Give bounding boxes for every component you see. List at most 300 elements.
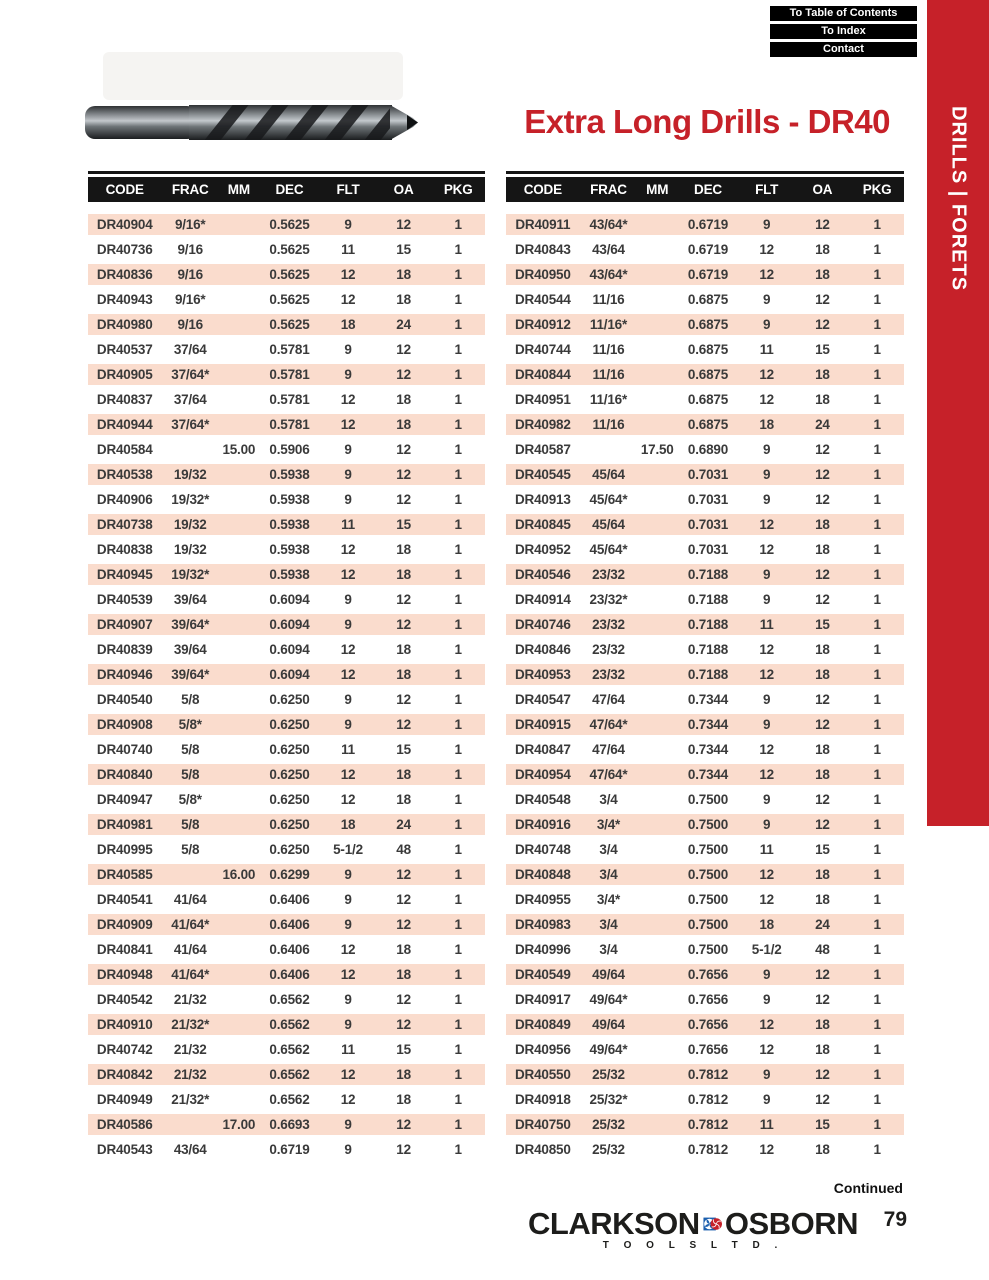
cell-frac: 37/64* <box>171 367 210 382</box>
cell-flt: 12 <box>759 542 774 557</box>
cell-flt: 9 <box>344 617 352 632</box>
cell-dec: 0.6094 <box>269 667 310 682</box>
cell-dec: 0.6250 <box>269 742 310 757</box>
table-row <box>506 962 904 987</box>
table-row <box>506 987 904 1012</box>
table-row <box>88 512 485 537</box>
cell-pkg: 1 <box>454 317 462 332</box>
column-header-flt: FLT <box>755 182 779 197</box>
cell-oa: 12 <box>815 817 830 832</box>
cell-oa: 18 <box>815 392 830 407</box>
cell-frac: 11/16* <box>589 317 628 332</box>
cell-mm: 17.00 <box>222 1117 256 1132</box>
cell-flt: 12 <box>340 567 356 582</box>
cell-dec: 0.5625 <box>269 242 310 257</box>
cell-code: DR40953 <box>514 667 571 682</box>
cell-code: DR40918 <box>514 1092 571 1107</box>
cell-frac: 23/32 <box>592 567 625 582</box>
cell-oa: 12 <box>396 892 411 907</box>
cell-code: DR40584 <box>96 442 153 457</box>
cell-flt: 11 <box>341 1042 355 1057</box>
cell-dec: 0.6719 <box>687 217 729 232</box>
drill-bit-photo <box>85 48 420 153</box>
cell-frac: 3/4 <box>599 792 618 807</box>
cell-oa: 18 <box>815 892 830 907</box>
cell-dec: 0.7188 <box>687 567 729 582</box>
cell-pkg: 1 <box>873 1092 881 1107</box>
cell-oa: 24 <box>396 317 411 332</box>
cell-code: DR40914 <box>514 592 571 607</box>
cell-frac: 3/4 <box>599 942 618 957</box>
cell-flt: 9 <box>344 917 352 932</box>
cell-dec: 0.6875 <box>687 317 729 332</box>
table-row <box>88 312 485 337</box>
cell-frac: 5/8 <box>181 742 200 757</box>
cell-pkg: 1 <box>454 267 462 282</box>
column-header-pkg: PKG <box>862 182 892 197</box>
table-row <box>506 437 904 462</box>
cell-mm: 16.00 <box>222 867 256 882</box>
cell-code: DR40740 <box>96 742 153 757</box>
cell-flt: 11 <box>341 517 355 532</box>
cell-frac: 3/4 <box>599 842 618 857</box>
cell-code: DR40907 <box>96 617 153 632</box>
cell-pkg: 1 <box>873 592 881 607</box>
table-row <box>506 462 904 487</box>
cell-oa: 15 <box>396 242 411 257</box>
cell-frac: 23/32 <box>592 617 625 632</box>
cell-pkg: 1 <box>454 967 462 982</box>
table-row <box>506 812 904 837</box>
table-row <box>506 712 904 737</box>
cell-flt: 12 <box>340 417 356 432</box>
table-row <box>88 812 485 837</box>
cell-oa: 15 <box>815 842 830 857</box>
cell-code: DR40542 <box>96 992 153 1007</box>
cell-pkg: 1 <box>873 467 881 482</box>
table-row <box>88 787 485 812</box>
cell-mm: 15.00 <box>222 442 256 457</box>
cell-oa: 12 <box>815 317 830 332</box>
cell-oa: 12 <box>815 467 830 482</box>
table-row <box>506 362 904 387</box>
cell-flt: 18 <box>759 417 774 432</box>
cell-oa: 18 <box>815 517 830 532</box>
column-header-flt: FLT <box>336 182 360 197</box>
table-row <box>88 887 485 912</box>
table-row <box>88 337 485 362</box>
cell-flt: 12 <box>759 267 774 282</box>
cell-code: DR40949 <box>96 1092 153 1107</box>
cell-code: DR40948 <box>96 967 153 982</box>
cell-code: DR40537 <box>96 342 153 357</box>
cell-flt: 9 <box>763 567 771 582</box>
cell-oa: 18 <box>815 742 830 757</box>
cell-frac: 21/32 <box>173 1042 207 1057</box>
cell-flt: 9 <box>763 1092 771 1107</box>
table-row <box>88 1012 485 1037</box>
cell-frac: 39/64 <box>173 642 207 657</box>
cell-dec: 0.6094 <box>269 642 310 657</box>
cell-code: DR40587 <box>514 442 571 457</box>
cell-flt: 9 <box>344 342 352 357</box>
cell-code: DR40915 <box>514 717 571 732</box>
cell-flt: 12 <box>759 367 774 382</box>
cell-oa: 24 <box>396 817 411 832</box>
cell-frac: 49/64* <box>589 992 628 1007</box>
cell-code: DR40904 <box>96 217 153 232</box>
table-row <box>506 837 904 862</box>
brand-clarkson: CLARKSON <box>528 1206 700 1241</box>
cell-pkg: 1 <box>454 667 462 682</box>
cell-oa: 48 <box>815 942 830 957</box>
table-row <box>88 962 485 987</box>
column-header-frac: FRAC <box>590 182 627 197</box>
cell-code: DR40983 <box>514 917 571 932</box>
table-row <box>506 1112 904 1137</box>
table-body <box>506 212 904 1162</box>
cell-oa: 12 <box>396 492 411 507</box>
cell-pkg: 1 <box>873 292 881 307</box>
cell-code: DR40909 <box>96 917 153 932</box>
table-row <box>506 1037 904 1062</box>
cell-frac: 47/64* <box>589 717 628 732</box>
cell-frac: 47/64 <box>592 692 625 707</box>
cell-oa: 18 <box>815 542 830 557</box>
cell-flt: 9 <box>763 317 771 332</box>
cell-dec: 0.7812 <box>687 1142 729 1157</box>
cell-dec: 0.7812 <box>687 1067 729 1082</box>
cell-code: DR40916 <box>514 817 571 832</box>
cell-pkg: 1 <box>873 917 881 932</box>
cell-pkg: 1 <box>454 1117 462 1132</box>
cell-flt: 9 <box>344 442 352 457</box>
cell-flt: 9 <box>344 592 352 607</box>
table-row <box>88 437 485 462</box>
cell-dec: 0.5938 <box>269 492 310 507</box>
cell-oa: 12 <box>396 1117 411 1132</box>
table-row <box>88 562 485 587</box>
cell-flt: 12 <box>759 767 774 782</box>
cell-frac: 19/32 <box>173 542 207 557</box>
cell-flt: 9 <box>344 692 352 707</box>
table-row <box>88 287 485 312</box>
table-row <box>506 587 904 612</box>
cell-code: DR40545 <box>514 467 571 482</box>
table-row <box>506 662 904 687</box>
cell-oa: 12 <box>815 492 830 507</box>
cell-dec: 0.5781 <box>269 367 310 382</box>
cell-dec: 0.7500 <box>687 792 729 807</box>
cell-flt: 9 <box>763 467 771 482</box>
cell-frac: 47/64* <box>589 767 628 782</box>
cell-pkg: 1 <box>454 542 462 557</box>
brand-logo <box>528 1206 858 1251</box>
cell-frac: 45/64 <box>592 517 625 532</box>
table-row <box>88 687 485 712</box>
cell-flt: 12 <box>340 967 356 982</box>
cell-dec: 0.7500 <box>687 817 729 832</box>
cell-oa: 12 <box>396 1142 411 1157</box>
cell-flt: 9 <box>763 992 771 1007</box>
table-header-row <box>506 177 904 202</box>
cell-code: DR40547 <box>514 692 571 707</box>
cell-pkg: 1 <box>873 642 881 657</box>
cell-flt: 9 <box>763 967 771 982</box>
cell-flt: 5-1/2 <box>333 842 363 857</box>
cell-oa: 18 <box>815 667 830 682</box>
cell-dec: 0.7656 <box>687 992 729 1007</box>
table-row <box>88 537 485 562</box>
table-row <box>506 487 904 512</box>
table-row <box>88 262 485 287</box>
table-row <box>506 262 904 287</box>
cell-flt: 11 <box>759 617 774 632</box>
cell-pkg: 1 <box>454 992 462 1007</box>
table-row <box>506 612 904 637</box>
cell-pkg: 1 <box>873 992 881 1007</box>
cell-pkg: 1 <box>873 967 881 982</box>
cell-oa: 18 <box>815 867 830 882</box>
cell-frac: 37/64 <box>173 392 207 407</box>
cell-frac: 9/16* <box>174 217 206 232</box>
table-row <box>506 1062 904 1087</box>
cell-flt: 5-1/2 <box>751 942 782 957</box>
cell-pkg: 1 <box>873 517 881 532</box>
cell-pkg: 1 <box>873 417 881 432</box>
cell-dec: 0.7500 <box>687 892 729 907</box>
cell-code: DR40982 <box>514 417 571 432</box>
cell-frac: 49/64* <box>589 1042 628 1057</box>
cell-code: DR40848 <box>514 867 571 882</box>
cell-pkg: 1 <box>873 667 881 682</box>
cell-dec: 0.7500 <box>687 917 729 932</box>
cell-flt: 12 <box>340 1092 356 1107</box>
cell-flt: 12 <box>340 642 356 657</box>
cell-flt: 12 <box>340 542 356 557</box>
cell-pkg: 1 <box>454 792 462 807</box>
cell-oa: 12 <box>815 1067 830 1082</box>
table-row <box>88 612 485 637</box>
cell-dec: 0.6250 <box>269 717 310 732</box>
cell-dec: 0.7188 <box>687 592 729 607</box>
cell-pkg: 1 <box>873 492 881 507</box>
cell-oa: 18 <box>396 942 411 957</box>
cell-code: DR40956 <box>514 1042 571 1057</box>
column-header-oa: OA <box>393 182 414 197</box>
cell-oa: 12 <box>396 442 411 457</box>
cell-flt: 11 <box>759 342 774 357</box>
cell-flt: 12 <box>759 892 774 907</box>
column-header-frac: FRAC <box>171 182 209 197</box>
cell-pkg: 1 <box>454 742 462 757</box>
cell-pkg: 1 <box>873 317 881 332</box>
cell-oa: 18 <box>396 1067 411 1082</box>
cell-frac: 5/8 <box>181 817 200 832</box>
cell-dec: 0.6719 <box>687 242 729 257</box>
cell-flt: 12 <box>340 292 356 307</box>
cell-frac: 45/64* <box>589 492 628 507</box>
cell-dec: 0.7500 <box>687 942 729 957</box>
cell-oa: 12 <box>396 917 411 932</box>
cell-dec: 0.7656 <box>687 1017 729 1032</box>
cell-code: DR40954 <box>514 767 571 782</box>
cell-dec: 0.7188 <box>687 642 729 657</box>
cell-oa: 12 <box>815 992 830 1007</box>
cell-flt: 9 <box>344 1017 352 1032</box>
cell-flt: 9 <box>344 892 352 907</box>
cell-frac: 45/64* <box>589 542 628 557</box>
cell-pkg: 1 <box>454 342 462 357</box>
cell-pkg: 1 <box>454 717 462 732</box>
cell-oa: 12 <box>396 992 411 1007</box>
cell-dec: 0.6875 <box>687 367 729 382</box>
cell-pkg: 1 <box>454 417 462 432</box>
cell-dec: 0.6890 <box>687 442 729 457</box>
table-row <box>506 912 904 937</box>
cell-frac: 3/4* <box>596 817 621 832</box>
cell-flt: 18 <box>759 917 774 932</box>
cell-pkg: 1 <box>873 1042 881 1057</box>
cell-dec: 0.6250 <box>269 692 310 707</box>
cell-pkg: 1 <box>454 292 462 307</box>
table-row <box>506 862 904 887</box>
cell-flt: 9 <box>763 442 771 457</box>
cell-code: DR40908 <box>96 717 153 732</box>
cell-code: DR40981 <box>96 817 153 832</box>
cell-code: DR40955 <box>514 892 571 907</box>
cell-pkg: 1 <box>454 467 462 482</box>
cell-oa: 12 <box>815 567 830 582</box>
cell-pkg: 1 <box>454 492 462 507</box>
cell-pkg: 1 <box>454 1092 462 1107</box>
cell-frac: 9/16 <box>177 317 203 332</box>
cell-frac: 21/32 <box>173 992 207 1007</box>
cell-dec: 0.6406 <box>269 892 310 907</box>
cell-dec: 0.5625 <box>269 267 310 282</box>
cell-code: DR40844 <box>514 367 571 382</box>
contact-button[interactable]: Contact <box>770 42 917 57</box>
to-table-of-contents-button[interactable]: To Table of Contents <box>770 6 917 21</box>
cell-frac: 19/32* <box>171 492 210 507</box>
cell-dec: 0.5781 <box>269 342 310 357</box>
cell-pkg: 1 <box>454 367 462 382</box>
cell-code: DR40840 <box>96 767 153 782</box>
cell-dec: 0.7500 <box>687 867 729 882</box>
cell-flt: 9 <box>763 692 771 707</box>
cell-pkg: 1 <box>873 892 881 907</box>
cell-code: DR40837 <box>96 392 153 407</box>
cell-oa: 15 <box>396 517 411 532</box>
cell-oa: 18 <box>815 242 830 257</box>
cell-flt: 12 <box>340 392 356 407</box>
cell-flt: 12 <box>340 792 356 807</box>
cell-frac: 11/16 <box>592 342 625 357</box>
cell-oa: 18 <box>396 542 411 557</box>
cell-oa: 18 <box>396 967 411 982</box>
table-row <box>88 362 485 387</box>
drill-table-left <box>88 171 485 1162</box>
table-row <box>506 787 904 812</box>
cell-code: DR40946 <box>96 667 153 682</box>
cell-pkg: 1 <box>873 1142 881 1157</box>
cell-oa: 12 <box>396 342 411 357</box>
cell-code: DR40846 <box>514 642 571 657</box>
cell-code: DR40943 <box>96 292 153 307</box>
cell-oa: 12 <box>396 367 411 382</box>
cell-oa: 12 <box>815 692 830 707</box>
cell-code: DR40910 <box>96 1017 153 1032</box>
cell-dec: 0.6562 <box>269 992 310 1007</box>
cell-flt: 12 <box>340 267 356 282</box>
cell-flt: 12 <box>340 667 356 682</box>
cell-oa: 18 <box>815 267 830 282</box>
cell-code: DR40543 <box>96 1142 153 1157</box>
to-index-button[interactable]: To Index <box>770 24 917 39</box>
table-row <box>88 1137 485 1162</box>
cell-dec: 0.7031 <box>687 467 729 482</box>
table-row <box>88 1062 485 1087</box>
cell-dec: 0.6875 <box>687 417 729 432</box>
cell-flt: 9 <box>344 467 352 482</box>
cell-dec: 0.5625 <box>269 217 310 232</box>
cell-pkg: 1 <box>454 642 462 657</box>
cell-oa: 18 <box>815 642 830 657</box>
cell-flt: 12 <box>759 742 774 757</box>
cell-pkg: 1 <box>454 867 462 882</box>
cell-flt: 9 <box>344 867 352 882</box>
column-header-dec: DEC <box>275 182 304 197</box>
table-header-row <box>88 177 485 202</box>
cell-dec: 0.5906 <box>269 442 310 457</box>
brand-subtitle: T O O L S L T D . <box>602 1240 784 1251</box>
cell-oa: 15 <box>396 1042 411 1057</box>
table-row <box>506 737 904 762</box>
cell-code: DR40544 <box>514 292 571 307</box>
cell-pkg: 1 <box>454 1142 462 1157</box>
cell-frac: 45/64 <box>592 467 625 482</box>
cell-frac: 19/32 <box>173 467 207 482</box>
cell-dec: 0.5625 <box>269 317 310 332</box>
cell-flt: 9 <box>763 592 771 607</box>
cell-flt: 9 <box>344 1142 352 1157</box>
table-row <box>506 237 904 262</box>
table-row <box>506 412 904 437</box>
table-row <box>506 212 904 237</box>
cell-oa: 18 <box>396 292 411 307</box>
table-row <box>88 912 485 937</box>
cell-dec: 0.7344 <box>687 742 729 757</box>
cell-flt: 12 <box>759 667 774 682</box>
cell-oa: 18 <box>396 567 411 582</box>
cell-oa: 18 <box>815 767 830 782</box>
cell-flt: 12 <box>759 867 774 882</box>
cell-frac: 9/16 <box>177 267 203 282</box>
cell-oa: 12 <box>815 792 830 807</box>
cell-flt: 12 <box>759 517 774 532</box>
cell-oa: 12 <box>396 692 411 707</box>
cell-code: DR40839 <box>96 642 153 657</box>
cell-dec: 0.7031 <box>687 542 729 557</box>
cell-frac: 5/8 <box>181 842 200 857</box>
cell-frac: 25/32 <box>592 1142 625 1157</box>
cell-frac: 25/32* <box>589 1092 628 1107</box>
cell-code: DR40548 <box>514 792 571 807</box>
cell-code: DR40748 <box>514 842 571 857</box>
cell-code: DR40538 <box>96 467 153 482</box>
cell-frac: 3/4* <box>596 892 621 907</box>
table-row <box>506 1012 904 1037</box>
